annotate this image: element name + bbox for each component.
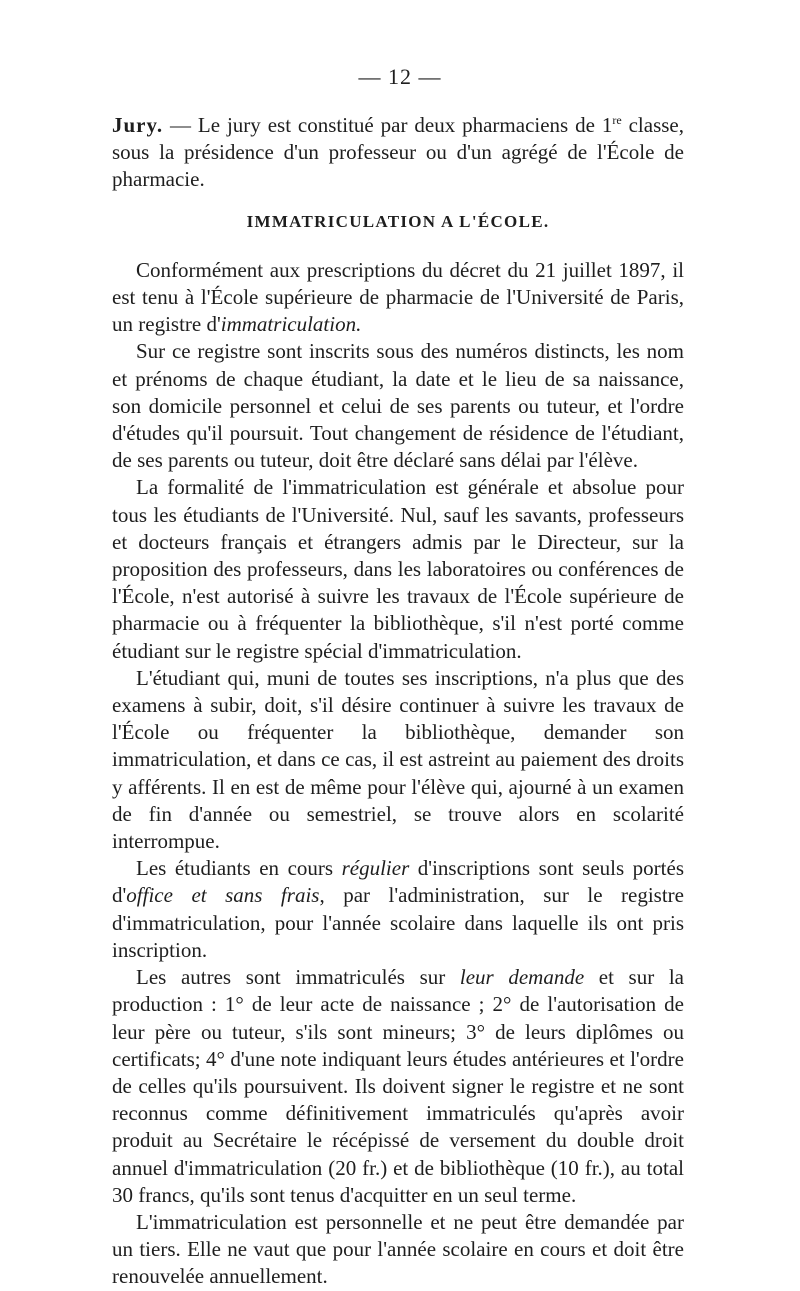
- paragraph-1-text: Conformément aux prescriptions du décret du 21 juillet 1897, il est tenu à l'École supérieure de pharmacie de l'Université de Paris, un registre d': [112, 257, 684, 337]
- paragraph-5: [112, 855, 684, 964]
- paragraph-6-italic: leur demande: [459, 965, 585, 990]
- body-text: [112, 112, 684, 1291]
- paragraph-5-text-c: , par l'administration, sur le registre d'immatriculation, pour l'année scolaire dans laquelle ils ont pris inscription.: [112, 883, 684, 962]
- paragraph-5-italic-1: régulier: [341, 856, 410, 881]
- paragraph-5-text-a: Les étudiants en cours: [136, 856, 342, 881]
- jury-run-in-heading: Jury.: [112, 113, 164, 137]
- page-number: — 12 —: [358, 64, 442, 89]
- paragraph-5-italic-2: office et sans frais: [126, 883, 320, 908]
- paragraph-2: Sur ce registre sont inscrits sous des numéros distincts, les nom et prénoms de chaque étudiant, la date et le lieu de sa naissance, son domicile personnel et celui de ses parents ou tuteur, et l'ordre d'études qu'il poursuit. Tout changement de résidence de l'étudiant, de ses parents ou tuteur, doit être déclaré sans délai par l'élève.: [112, 339, 684, 473]
- ordinal-suffix: re: [612, 113, 622, 127]
- paragraph-5-text-b: d'inscriptions sont seuls portés d': [112, 856, 684, 908]
- paragraph-4: L'étudiant qui, muni de toutes ses inscriptions, n'a plus que des examens à subir, doit, s'il désire continuer à suivre les travaux de l'École ou fréquenter la bibliothèque, demander son immatriculation, et dans ce cas, il est astreint au paiement des droits y afférents. Il en est de même pour l'élève qui, ajourné à un examen de fin d'année ou semestriel, se trouve alors en scolarité interrompue.: [112, 665, 684, 854]
- paragraph-6: [112, 964, 684, 1209]
- paragraph-6-text-a: Les autres sont immatriculés sur: [136, 965, 460, 990]
- section-title: IMMATRICULATION A L'ÉCOLE.: [246, 211, 550, 231]
- paragraph-3: La formalité de l'immatriculation est générale et absolue pour tous les étudiants de l'Université. Nul, sauf les savants, professeurs et docteurs français et étrangers admis par le Directeur, sur la proposition des professeurs, dans les laboratoires ou conférences de l'École, n'est autorisé à suivre les travaux de l'École supérieure de pharmacie ou à fréquenter la bibliothèque, s'il n'est porté comme étudiant sur le registre spécial d'immatriculation.: [112, 475, 684, 663]
- jury-text-after: classe, sous la présidence d'un professeur ou d'un agrégé de l'École de pharmacie.: [112, 113, 684, 192]
- paragraph-6-text-b: et sur la production : 1° de leur acte de naissance ; 2° de l'autorisation de leur père ou tuteur, s'ils sont mineurs; 3° de leurs diplômes ou certificats; 4° d'une note indiquant leurs études antérieures et l'ordre de celles qu'ils poursuivent. Ils doivent signer le registre et ne sont reconnus comme définitivement immatriculés qu'après avoir produit au Secrétaire le récépissé de versement du double droit annuel d'immatriculation (20 fr.) et de bibliothèque (10 fr.), au total 30 francs, qu'ils sont tenus d'acquitter en un seul terme.: [112, 965, 684, 1207]
- paragraph-1: [112, 257, 684, 339]
- jury-text: — Le jury est constitué par deux pharmaciens de 1: [163, 113, 613, 137]
- jury-paragraph: [112, 112, 684, 194]
- paragraph-1-italic: immatriculation.: [220, 312, 362, 337]
- paragraph-7: L'immatriculation est personnelle et ne peut être demandée par un tiers. Elle ne vaut que pour l'année scolaire en cours et doit être renouvelée annuellement.: [112, 1209, 684, 1289]
